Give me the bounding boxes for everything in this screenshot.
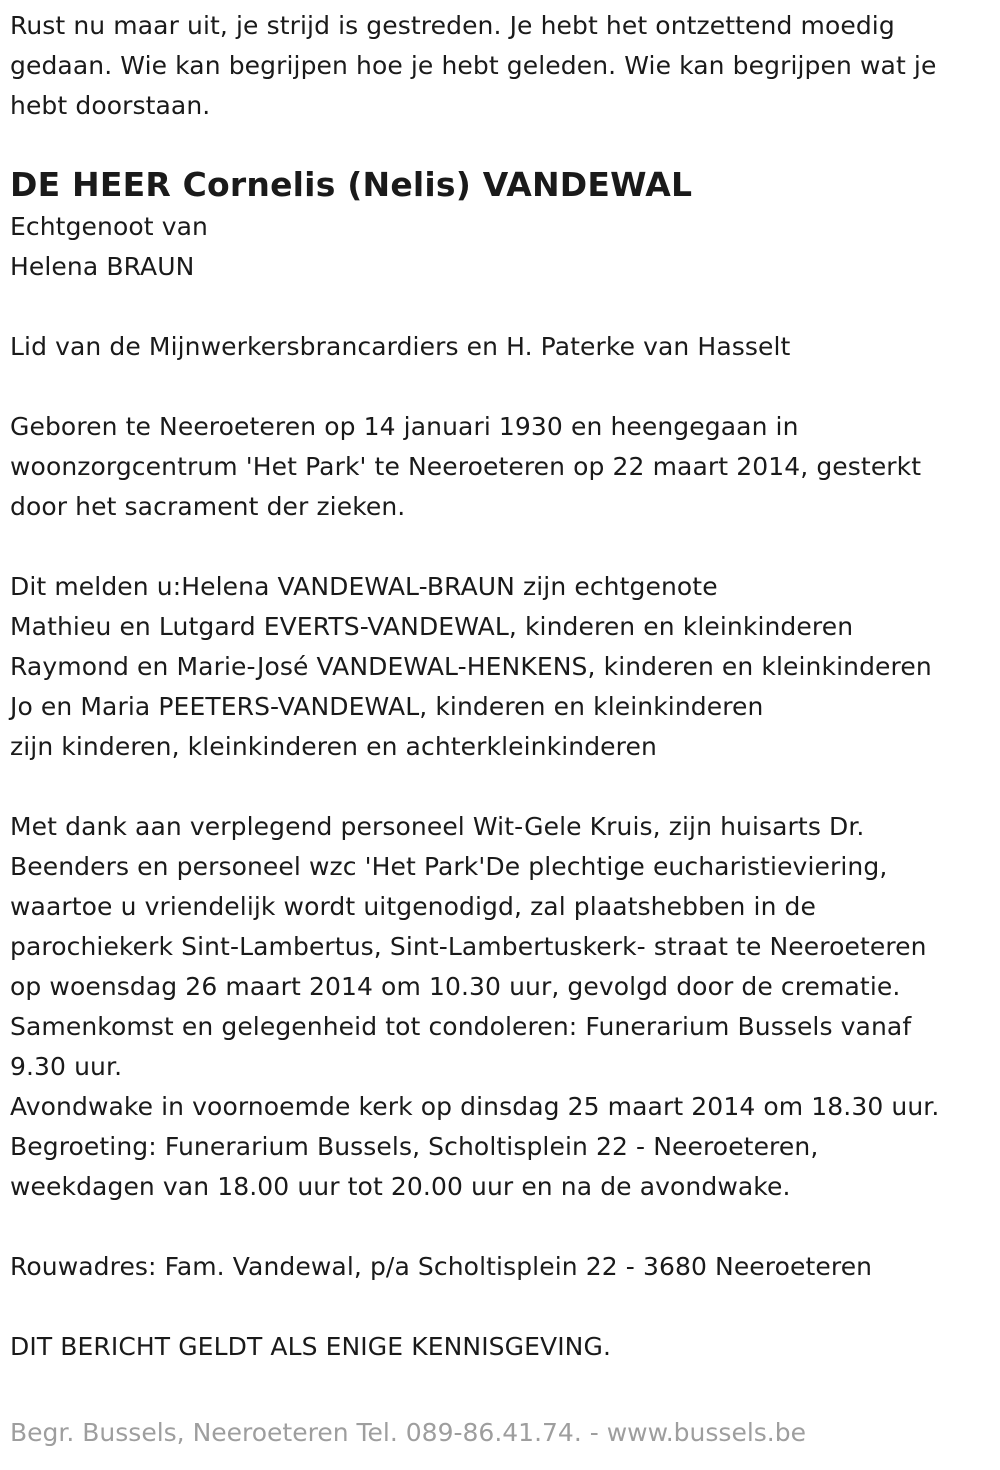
family-line-3: Raymond en Marie-José VANDEWAL-HENKENS, kinderen en kleinkinderen [10,652,932,681]
spacer [10,126,992,163]
funeral-home-footer: Begr. Bussels, Neeroeteren Tel. 089-86.41.74. - www.bussels.be [10,1418,806,1447]
ceremony-line-2: Beenders en personeel wzc 'Het Park'De plechtige eucharistieviering, [10,852,888,881]
ceremony-line-9: Begroeting: Funerarium Bussels, Scholtisplein 22 - Neeroeteren, [10,1132,819,1161]
spacer [10,1207,992,1247]
intro-verse [10,6,992,126]
spacer [10,527,992,567]
official-notice: DIT BERICHT GELDT ALS ENIGE KENNISGEVING. [10,1332,611,1361]
family-line-4: Jo en Maria PEETERS-VANDEWAL, kinderen en kleinkinderen [10,692,764,721]
spouse-name: Helena BRAUN [10,252,195,281]
family-line-5: zijn kinderen, kleinkinderen en achterkleinkinderen [10,732,657,761]
relation-label: Echtgenoot van [10,212,208,241]
family-list [10,567,992,767]
ceremony-line-1: Met dank aan verplegend personeel Wit-Gele Kruis, zijn huisarts Dr. [10,812,865,841]
birth-death-line-2: woonzorgcentrum 'Het Park' te Neeroeteren op 22 maart 2014, gesterkt [10,452,922,481]
ceremony-line-3: waartoe u vriendelijk wordt uitgenodigd, zal plaatshebben in de [10,892,817,921]
family-line-2: Mathieu en Lutgard EVERTS-VANDEWAL, kinderen en kleinkinderen [10,612,854,641]
ceremony-paragraph [10,807,992,1207]
spacer [10,1287,992,1327]
family-line-1: Dit melden u:Helena VANDEWAL-BRAUN zijn echtgenote [10,572,718,601]
ceremony-line-4: parochiekerk Sint-Lambertus, Sint-Lambertuskerk- straat te Neeroeteren [10,932,927,961]
spacer [10,367,992,407]
ceremony-line-8: Avondwake in voornoemde kerk op dinsdag 25 maart 2014 om 18.30 uur. [10,1092,940,1121]
intro-line-1: Rust nu maar uit, je strijd is gestreden. Je hebt het ontzettend moedig [10,11,895,40]
ceremony-line-10: weekdagen van 18.00 uur tot 20.00 uur en na de avondwake. [10,1172,791,1201]
ceremony-line-7: 9.30 uur. [10,1052,123,1081]
birth-death-line-1: Geboren te Neeroeteren op 14 januari 1930 en heengegaan in [10,412,799,441]
intro-line-3: hebt doorstaan. [10,91,211,120]
spacer [10,287,992,327]
birth-death-line-3: door het sacrament der zieken. [10,492,406,521]
ceremony-line-5: op woensdag 26 maart 2014 om 10.30 uur, gevolgd door de crematie. [10,972,901,1001]
birth-death-paragraph [10,407,992,527]
mourning-address: Rouwadres: Fam. Vandewal, p/a Scholtisplein 22 - 3680 Neeroeteren [10,1252,873,1281]
spacer [10,767,992,807]
ceremony-line-6: Samenkomst en gelegenheid tot condoleren: Funerarium Bussels vanaf [10,1012,912,1041]
intro-line-2: gedaan. Wie kan begrijpen hoe je hebt geleden. Wie kan begrijpen wat je [10,51,937,80]
membership-text: Lid van de Mijnwerkersbrancardiers en H. Paterke van Hasselt [10,332,791,361]
deceased-name: DE HEER Cornelis (Nelis) VANDEWAL [10,165,693,204]
